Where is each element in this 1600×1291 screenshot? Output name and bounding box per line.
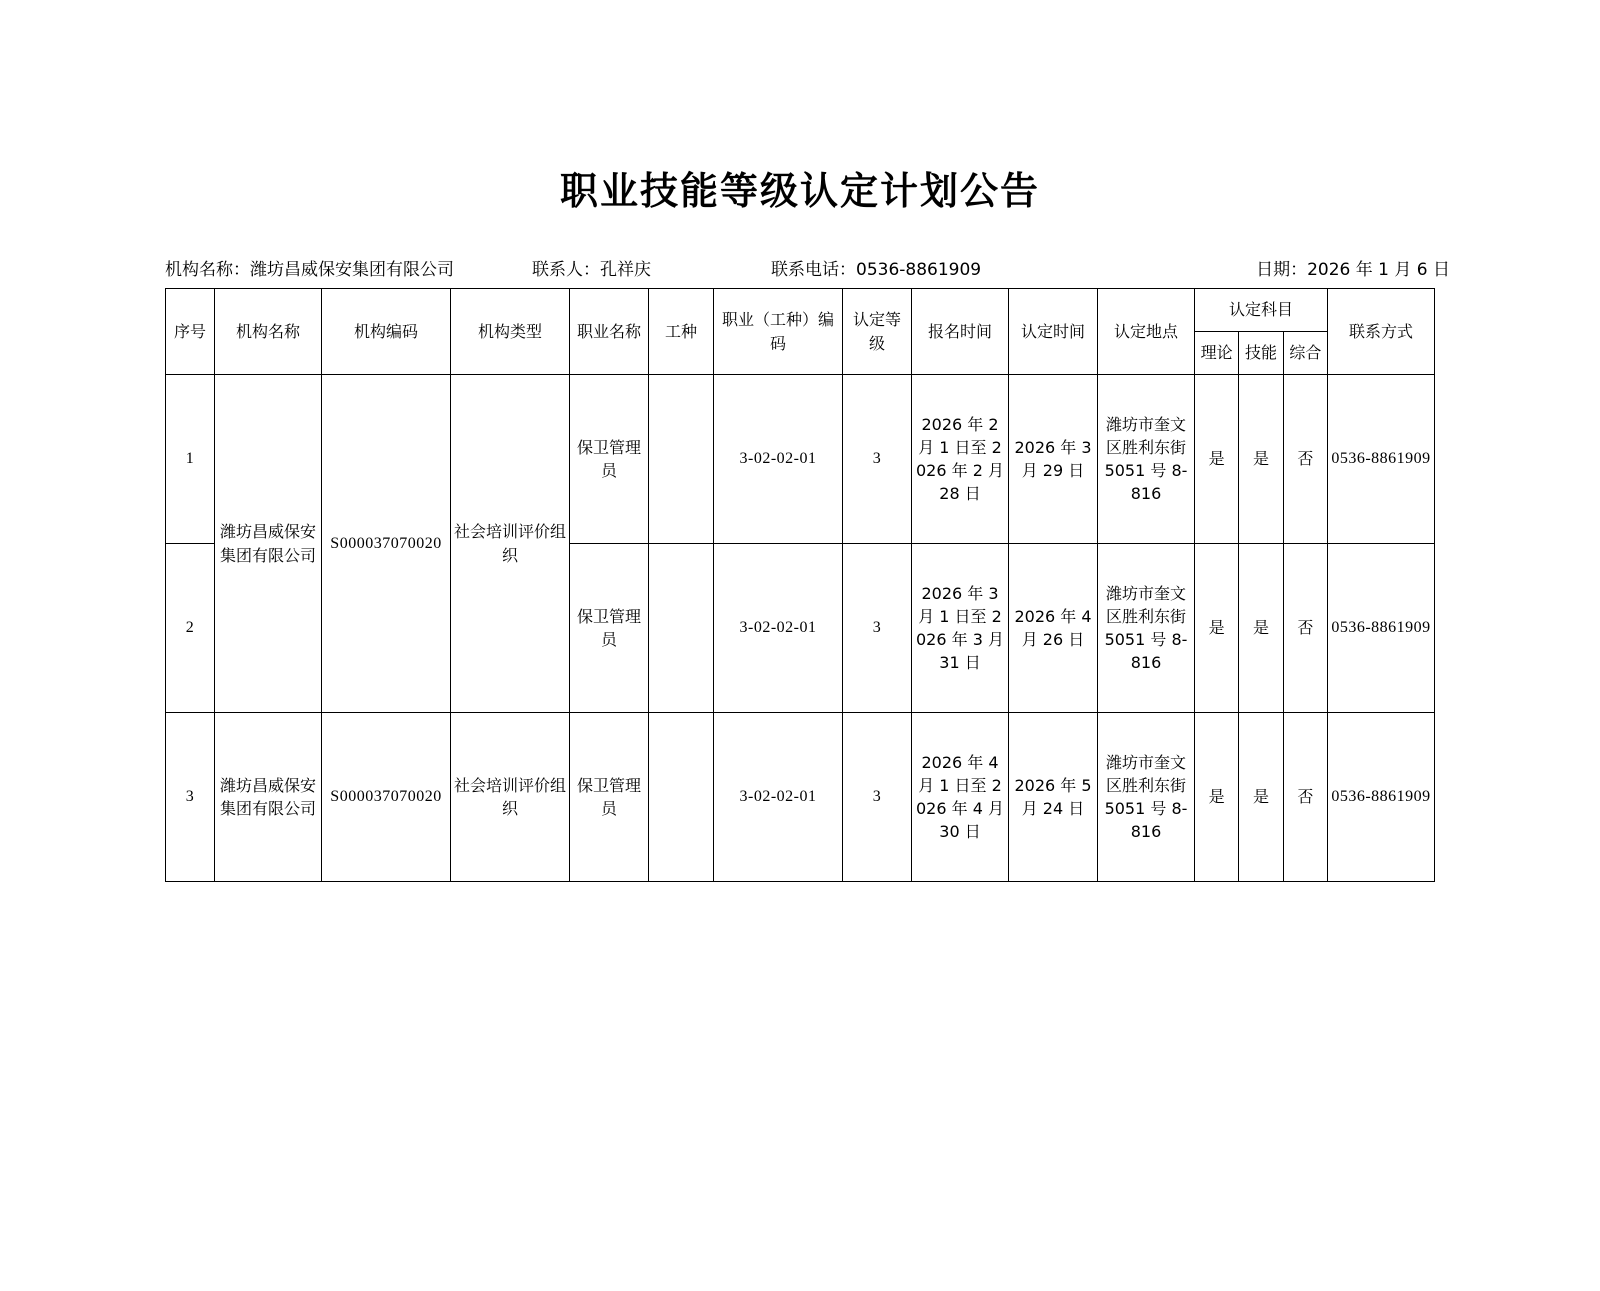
meta-org-value: 潍坊昌威保安集团有限公司 xyxy=(250,260,454,280)
table-row xyxy=(166,713,1435,882)
cell-org-code: S000037070020 xyxy=(322,713,451,882)
cell-subject-skill: 是 xyxy=(1239,375,1283,544)
cell-subject-comprehensive: 否 xyxy=(1283,375,1327,544)
cell-org-type: 社会培训评价组织 xyxy=(451,713,570,882)
cell-apply-time: 2026 年 3 月 1 日至 2026 年 3 月 31 日 xyxy=(912,544,1009,713)
header-seq: 序号 xyxy=(166,289,215,375)
cell-occupation-name: 保卫管理员 xyxy=(570,713,649,882)
meta-phone-label: 联系电话： xyxy=(771,260,856,280)
cell-occupation-name: 保卫管理员 xyxy=(570,375,649,544)
cell-apply-time: 2026 年 2 月 1 日至 2026 年 2 月 28 日 xyxy=(912,375,1009,544)
header-apply-time: 报名时间 xyxy=(912,289,1009,375)
header-org-name: 机构名称 xyxy=(215,289,322,375)
document-page xyxy=(0,160,1600,1291)
cell-org-name: 潍坊昌威保安集团有限公司 xyxy=(215,713,322,882)
cell-subject-theory: 是 xyxy=(1195,375,1239,544)
plan-table xyxy=(165,288,1435,882)
cell-seq: 1 xyxy=(166,375,215,544)
header-subject-skill: 技能 xyxy=(1239,332,1283,375)
meta-phone xyxy=(771,255,981,280)
cell-apply-time: 2026 年 4 月 1 日至 2026 年 4 月 30 日 xyxy=(912,713,1009,882)
cell-assess-place: 潍坊市奎文区胜利东街 5051 号 8-816 xyxy=(1098,544,1195,713)
cell-occupation-code: 3-02-02-01 xyxy=(714,375,843,544)
cell-occupation-code: 3-02-02-01 xyxy=(714,544,843,713)
meta-date xyxy=(1256,255,1450,280)
cell-subject-skill: 是 xyxy=(1239,544,1283,713)
document-meta-row xyxy=(165,255,1450,280)
meta-date-label: 日期： xyxy=(1256,260,1308,280)
meta-contact-label: 联系人： xyxy=(532,260,600,280)
header-subject-theory: 理论 xyxy=(1195,332,1239,375)
cell-contact-way: 0536-8861909 xyxy=(1328,544,1435,713)
cell-subject-skill: 是 xyxy=(1239,713,1283,882)
cell-subject-theory: 是 xyxy=(1195,713,1239,882)
cell-seq: 3 xyxy=(166,713,215,882)
header-work-type: 工种 xyxy=(649,289,714,375)
meta-date-value: 2026 年 1 月 6 日 xyxy=(1307,260,1450,280)
meta-org-label: 机构名称： xyxy=(165,260,250,280)
cell-assess-time: 2026 年 5 月 24 日 xyxy=(1009,713,1098,882)
table-body xyxy=(166,375,1435,882)
page-title: 职业技能等级认定计划公告 xyxy=(559,169,1040,213)
cell-level: 3 xyxy=(843,375,912,544)
header-org-type: 机构类型 xyxy=(451,289,570,375)
meta-org xyxy=(165,255,454,280)
table-row xyxy=(166,375,1435,544)
header-occupation-name: 职业名称 xyxy=(570,289,649,375)
cell-org-type: 社会培训评价组织 xyxy=(451,375,570,713)
header-level: 认定等级 xyxy=(843,289,912,375)
meta-contact xyxy=(532,255,651,280)
cell-seq: 2 xyxy=(166,544,215,713)
header-assess-time: 认定时间 xyxy=(1009,289,1098,375)
cell-org-name: 潍坊昌威保安集团有限公司 xyxy=(215,375,322,713)
cell-assess-time: 2026 年 3 月 29 日 xyxy=(1009,375,1098,544)
meta-contact-value: 孔祥庆 xyxy=(600,260,651,280)
cell-contact-way: 0536-8861909 xyxy=(1328,713,1435,882)
header-subject-comprehensive: 综合 xyxy=(1283,332,1327,375)
table-header-row-1 xyxy=(166,289,1435,332)
cell-occupation-name: 保卫管理员 xyxy=(570,544,649,713)
header-subjects-group: 认定科目 xyxy=(1195,289,1328,332)
cell-subject-comprehensive: 否 xyxy=(1283,713,1327,882)
header-occupation-code: 职业（工种）编码 xyxy=(714,289,843,375)
cell-org-code: S000037070020 xyxy=(322,375,451,713)
header-contact-way: 联系方式 xyxy=(1328,289,1435,375)
meta-phone-value: 0536-8861909 xyxy=(856,260,982,280)
cell-work-type xyxy=(649,713,714,882)
cell-assess-place: 潍坊市奎文区胜利东街 5051 号 8-816 xyxy=(1098,375,1195,544)
cell-occupation-code: 3-02-02-01 xyxy=(714,713,843,882)
cell-subject-theory: 是 xyxy=(1195,544,1239,713)
cell-assess-place: 潍坊市奎文区胜利东街 5051 号 8-816 xyxy=(1098,713,1195,882)
header-assess-place: 认定地点 xyxy=(1098,289,1195,375)
cell-level: 3 xyxy=(843,544,912,713)
cell-contact-way: 0536-8861909 xyxy=(1328,375,1435,544)
cell-level: 3 xyxy=(843,713,912,882)
cell-assess-time: 2026 年 4 月 26 日 xyxy=(1009,544,1098,713)
cell-work-type xyxy=(649,544,714,713)
cell-subject-comprehensive: 否 xyxy=(1283,544,1327,713)
cell-work-type xyxy=(649,375,714,544)
table-header xyxy=(166,289,1435,375)
header-org-code: 机构编码 xyxy=(322,289,451,375)
